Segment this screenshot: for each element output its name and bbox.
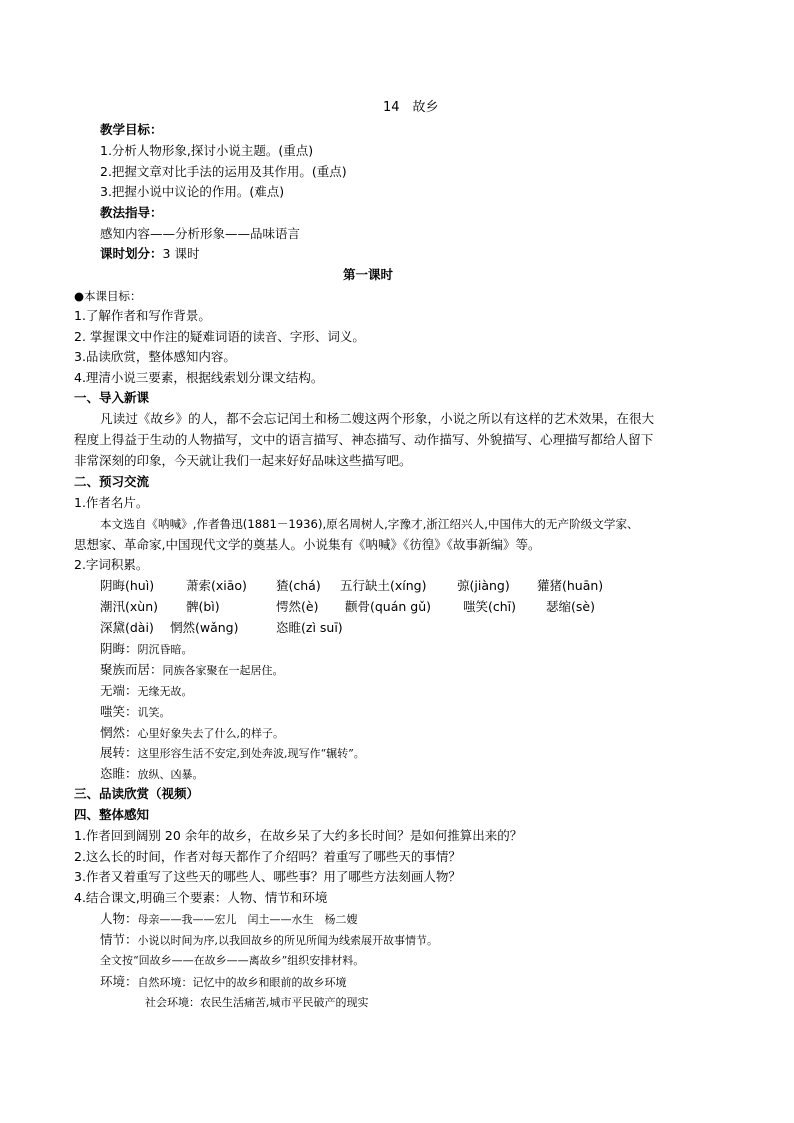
author-paragraph-line: 本文选自《呐喊》,作者鲁迅(1881－1936),原名周树人,字豫才,浙江绍兴人,中国伟大的无产阶级文学家、	[100, 517, 639, 531]
question-item: 1.作者回到阔别 20 余年的故乡，在故乡呆了大约多长时间？是如何推算出来的？	[74, 828, 523, 843]
definition-text: 这里形容生活不安定,到处奔波,现写作“辗转”。	[137, 747, 365, 760]
vocab-word: 深黛(dài)	[100, 620, 154, 635]
vocab-word: 猹(chá)	[276, 578, 321, 593]
section-heading: 二、预习交流	[74, 474, 150, 489]
author-paragraph-line: 思想家、革命家,中国现代文学的奠基人。小说集有《呐喊》《彷徨》《故事新编》等。	[74, 537, 541, 552]
vocab-word: 嗤笑(chī)	[463, 599, 517, 614]
goals-heading: ●本课目标：	[74, 289, 142, 303]
element-line	[100, 974, 347, 991]
definition-term: 聚族而居：	[100, 662, 163, 677]
vocab-word: 颧骨(quán gǔ)	[345, 599, 432, 614]
definition-line	[100, 745, 365, 762]
definition-line	[100, 725, 284, 742]
definition-term: 恣睢：	[100, 766, 138, 781]
goal-item: 3.品读欣赏，整体感知内容。	[74, 349, 236, 364]
goal-item: 2. 掌握课文中作注的疑难词语的读音、字形、词义。	[74, 329, 365, 344]
definition-text: 无缘无故。	[137, 685, 193, 698]
schedule-line	[100, 246, 199, 262]
definition-line	[100, 662, 284, 679]
vocab-word: 恣睢(zì suī)	[276, 620, 343, 635]
definition-line	[100, 641, 193, 658]
section-heading: 三、品读欣赏（视频）	[74, 786, 200, 801]
vocab-word: 獾猪(huān)	[537, 578, 604, 593]
objectives-heading: 教学目标：	[100, 122, 163, 137]
objective-item: 2.把握文章对比手法的运用及其作用。(重点)	[100, 164, 347, 179]
method-text: 感知内容——分析形象——品味语言	[100, 226, 301, 241]
question-item: 3.作者又着重写了这些天的哪些人、哪些事？用了哪些方法刻画人物？	[74, 869, 461, 884]
vocab-heading: 2.字词积累。	[74, 557, 149, 572]
intro-paragraph-line: 程度上得益于生动的人物描写，文中的语言描写、神态描写、动作描写、外貌描写、心理描写都给人留下	[74, 432, 654, 447]
element-value: 自然环境：记忆中的故乡和眼前的故乡环境	[137, 976, 347, 989]
vocab-word: 瑟缩(sè)	[546, 599, 595, 614]
section-heading: 一、导入新课	[74, 390, 150, 405]
definition-term: 展转：	[100, 745, 138, 760]
schedule-label: 课时划分：	[100, 246, 163, 261]
page-title: 14 故乡	[383, 100, 439, 115]
method-heading: 教法指导：	[100, 205, 163, 220]
element-value: 母亲——我——宏儿 闰土——水生 杨二嫂	[137, 913, 358, 926]
objective-item: 3.把握小说中议论的作用。(难点)	[100, 184, 285, 199]
question-item: 2.这么长的时间，作者对每天都作了介绍吗？着重写了哪些天的事情？	[74, 849, 461, 864]
objective-item: 1.分析人物形象,探讨小说主题。(重点)	[100, 143, 314, 158]
definition-text: 心里好象失去了什么,的样子。	[137, 727, 285, 740]
section-heading: 四、整体感知	[74, 807, 150, 822]
lesson-title: 第一课时	[343, 267, 394, 282]
vocab-word: 弶(jiàng)	[457, 578, 510, 593]
vocab-word: 愕然(è)	[276, 599, 319, 614]
element-label: 环境：	[100, 974, 138, 989]
definition-line	[100, 766, 204, 783]
question-item: 4.结合课文,明确三个要素：人物、情节和环境	[74, 890, 328, 905]
vocab-word: 五行缺土(xíng)	[340, 578, 427, 593]
vocab-word: 阴晦(huì)	[100, 578, 155, 593]
element-label: 人物：	[100, 911, 138, 926]
definition-line	[100, 683, 193, 700]
element-line	[100, 911, 358, 928]
definition-text: 放纵、凶暴。	[137, 768, 204, 781]
element-line	[100, 932, 438, 949]
definition-line	[100, 704, 171, 721]
intro-paragraph-line: 凡读过《故乡》的人，都不会忘记闰土和杨二嫂这两个形象，小说之所以有这样的艺术效果，在很大	[100, 411, 655, 426]
goal-item: 1.了解作者和写作背景。	[74, 308, 211, 323]
author-heading: 1.作者名片。	[74, 495, 149, 510]
schedule-value: 3 课时	[162, 246, 200, 261]
element-value: 小说以时间为序,以我回故乡的所见所闻为线索展开故事情节。	[137, 934, 439, 947]
vocab-word: 惘然(wǎng)	[170, 620, 239, 635]
definition-term: 嗤笑：	[100, 704, 138, 719]
definition-term: 无端：	[100, 683, 138, 698]
element-label: 情节：	[100, 932, 138, 947]
structure-line: 全文按“回故乡——在故乡——离故乡”组织安排材料。	[100, 954, 365, 967]
definition-text: 同族各家聚在一起居住。	[162, 664, 284, 677]
environment-social: 社会环境：农民生活痛苦,城市平民破产的现实	[145, 996, 369, 1009]
definition-text: 阴沉昏暗。	[137, 643, 193, 656]
vocab-word: 萧索(xiāo)	[186, 578, 247, 593]
definition-text: 讥笑。	[137, 706, 171, 719]
goal-item: 4.理清小说三要素，根据线索划分课文结构。	[74, 370, 324, 385]
definition-term: 阴晦：	[100, 641, 138, 656]
vocab-word: 髀(bì)	[186, 599, 220, 614]
vocab-word: 潮汛(xùn)	[100, 599, 158, 614]
definition-term: 惘然：	[100, 725, 138, 740]
intro-paragraph-line: 非常深刻的印象，今天就让我们一起来好好品味这些描写吧。	[74, 453, 412, 468]
